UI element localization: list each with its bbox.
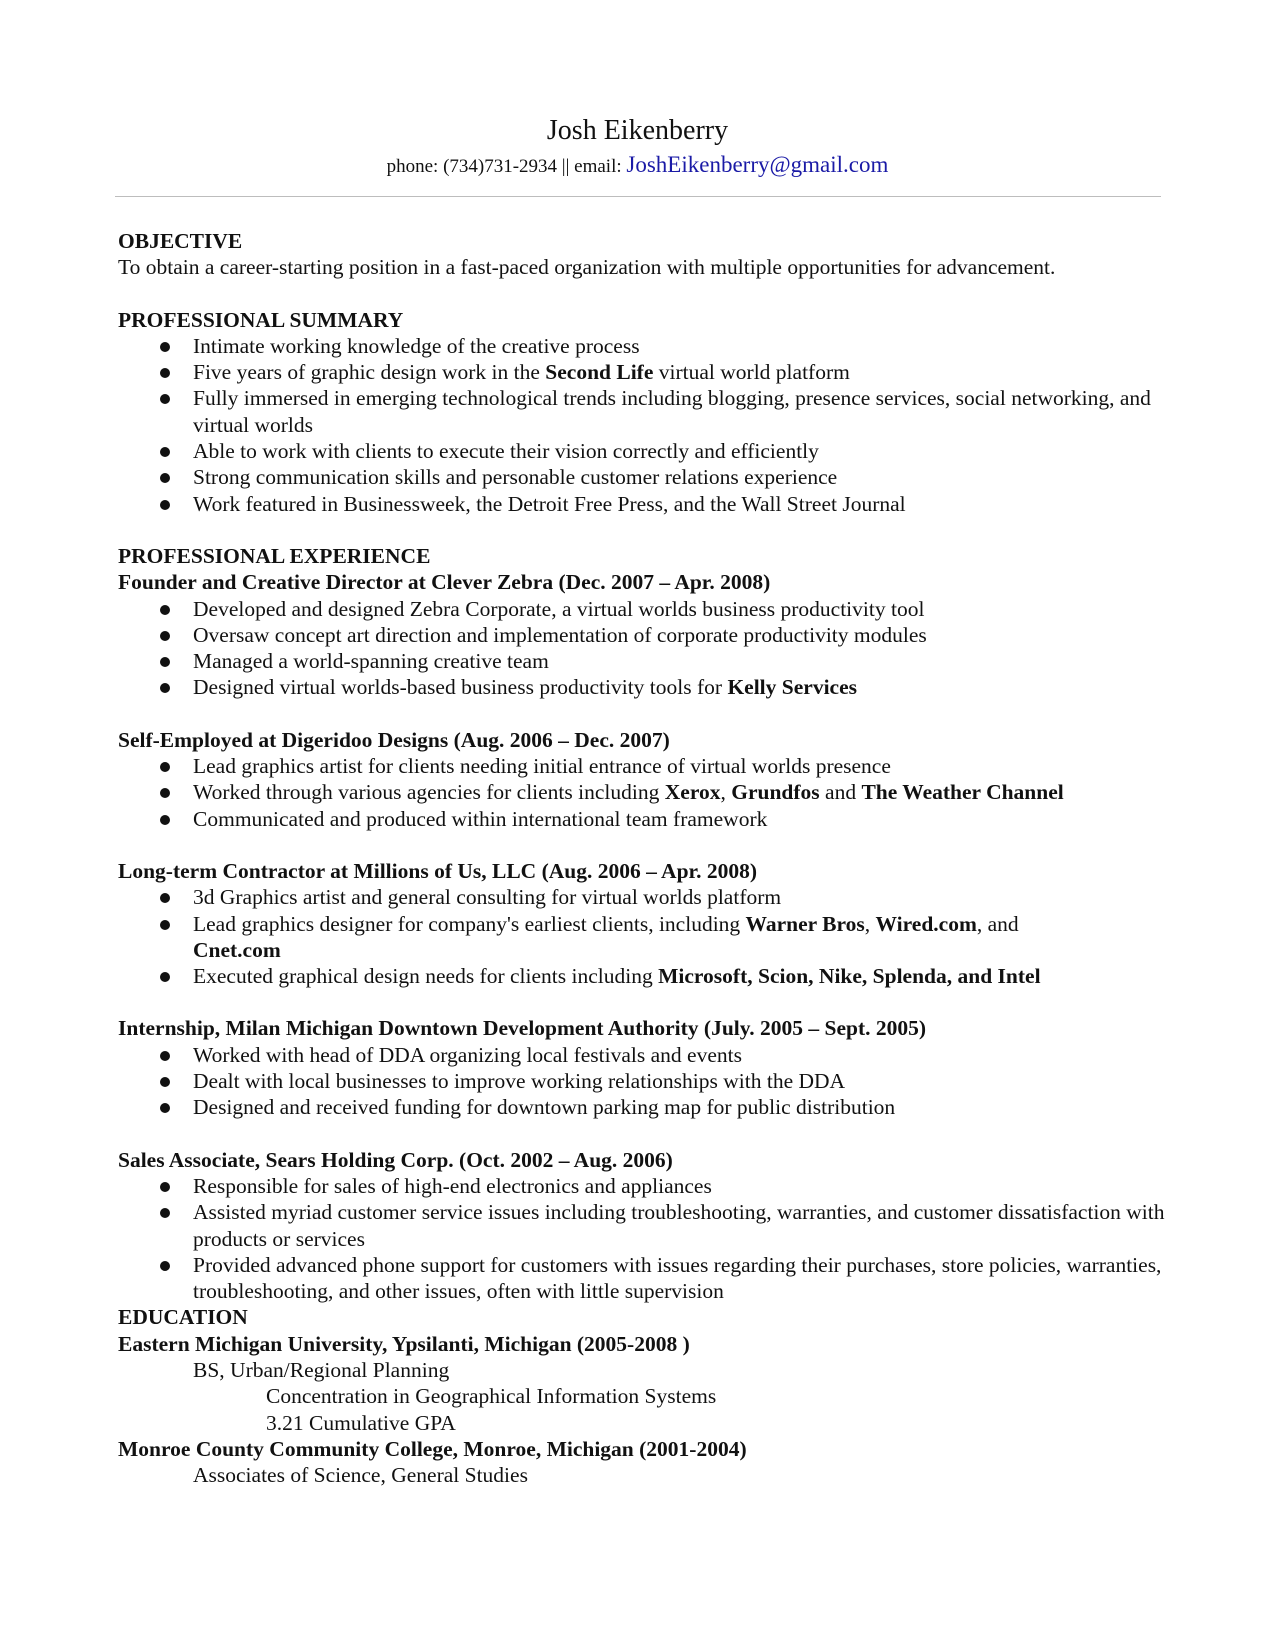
header-divider (115, 196, 1161, 197)
list-item: 3d Graphics artist and general consulting for virtual worlds platform (118, 884, 1168, 910)
summary-heading: PROFESSIONAL SUMMARY (118, 307, 404, 332)
list-item: Work featured in Businessweek, the Detroit Free Press, and the Wall Street Journal (118, 491, 1168, 517)
job-title: Internship, Milan Michigan Downtown Development Authority (July. 2005 – Sept. 2005) (118, 1016, 927, 1041)
list-item: Dealt with local businesses to improve working relationships with the DDA (118, 1068, 1168, 1094)
list-item: Managed a world-spanning creative team (118, 648, 1168, 674)
degree-detail: 3.21 Cumulative GPA (266, 1410, 456, 1435)
email-link[interactable]: JoshEikenberry@gmail.com (626, 152, 889, 177)
job-duties (118, 596, 1168, 701)
job-title: Self-Employed at Digeridoo Designs (Aug. 2006 – Dec. 2007) (118, 727, 670, 752)
contact-line (0, 152, 1275, 180)
contact-phone: phone: (734)731-2934 || email: (386, 156, 627, 177)
degree: Associates of Science, General Studies (193, 1463, 528, 1488)
list-item: Designed and received funding for downtown parking map for public distribution (118, 1094, 1168, 1120)
list-item: Strong communication skills and personable customer relations experience (118, 464, 1168, 490)
list-item: Provided advanced phone support for customers with issues regarding their purchases, store policies, warranties, troubleshooting, and other issues, often with little supervision (118, 1252, 1168, 1305)
education-heading: EDUCATION (118, 1305, 248, 1330)
school-name: Eastern Michigan University, Ypsilanti, Michigan (2005-2008 ) (118, 1331, 690, 1356)
list-item: Responsible for sales of high-end electronics and appliances (118, 1173, 1168, 1199)
degree: BS, Urban/Regional Planning (193, 1357, 450, 1382)
list-item: Communicated and produced within international team framework (118, 806, 1168, 832)
list-item: Worked through various agencies for clients including Xerox, Grundfos and The Weather Channel (118, 779, 1168, 805)
experience-heading: PROFESSIONAL EXPERIENCE (118, 543, 431, 568)
list-item: Designed virtual worlds-based business productivity tools for Kelly Services (118, 674, 1168, 700)
list-item: Assisted myriad customer service issues including troubleshooting, warranties, and customer dissatisfaction with products or services (118, 1199, 1168, 1252)
list-item: Intimate working knowledge of the creative process (118, 333, 1168, 359)
list-item: Lead graphics designer for company's earliest clients, including Warner Bros, Wired.com, and Cnet.com (118, 911, 1168, 964)
job-title: Sales Associate, Sears Holding Corp. (Oct. 2002 – Aug. 2006) (118, 1147, 673, 1172)
resume-body (118, 228, 1168, 1488)
objective-heading: OBJECTIVE (118, 229, 243, 253)
list-item: Oversaw concept art direction and implementation of corporate productivity modules (118, 622, 1168, 648)
summary-list (118, 333, 1168, 517)
school-name: Monroe County Community College, Monroe, Michigan (2001-2004) (118, 1436, 747, 1461)
list-item: Five years of graphic design work in the Second Life virtual world platform (118, 359, 1168, 385)
list-item: Executed graphical design needs for clients including Microsoft, Scion, Nike, Splenda, and Intel (118, 963, 1168, 989)
list-item: Fully immersed in emerging technological trends including blogging, presence services, social networking, and virtual worlds (118, 385, 1168, 438)
job-duties (118, 1173, 1168, 1304)
objective-text: To obtain a career-starting position in a fast-paced organization with multiple opportunities for advancement. (118, 255, 1056, 280)
job-duties (118, 753, 1168, 832)
job-duties (118, 1042, 1168, 1121)
degree-detail: Concentration in Geographical Information Systems (266, 1384, 717, 1409)
job-duties (118, 884, 1168, 989)
candidate-name: Josh Eikenberry (546, 115, 729, 146)
list-item: Worked with head of DDA organizing local festivals and events (118, 1042, 1168, 1068)
job-title: Founder and Creative Director at Clever Zebra (Dec. 2007 – Apr. 2008) (118, 570, 771, 595)
job-title: Long-term Contractor at Millions of Us, LLC (Aug. 2006 – Apr. 2008) (118, 858, 758, 883)
list-item: Able to work with clients to execute their vision correctly and efficiently (118, 438, 1168, 464)
list-item: Developed and designed Zebra Corporate, a virtual worlds business productivity tool (118, 596, 1168, 622)
list-item: Lead graphics artist for clients needing initial entrance of virtual worlds presence (118, 753, 1168, 779)
